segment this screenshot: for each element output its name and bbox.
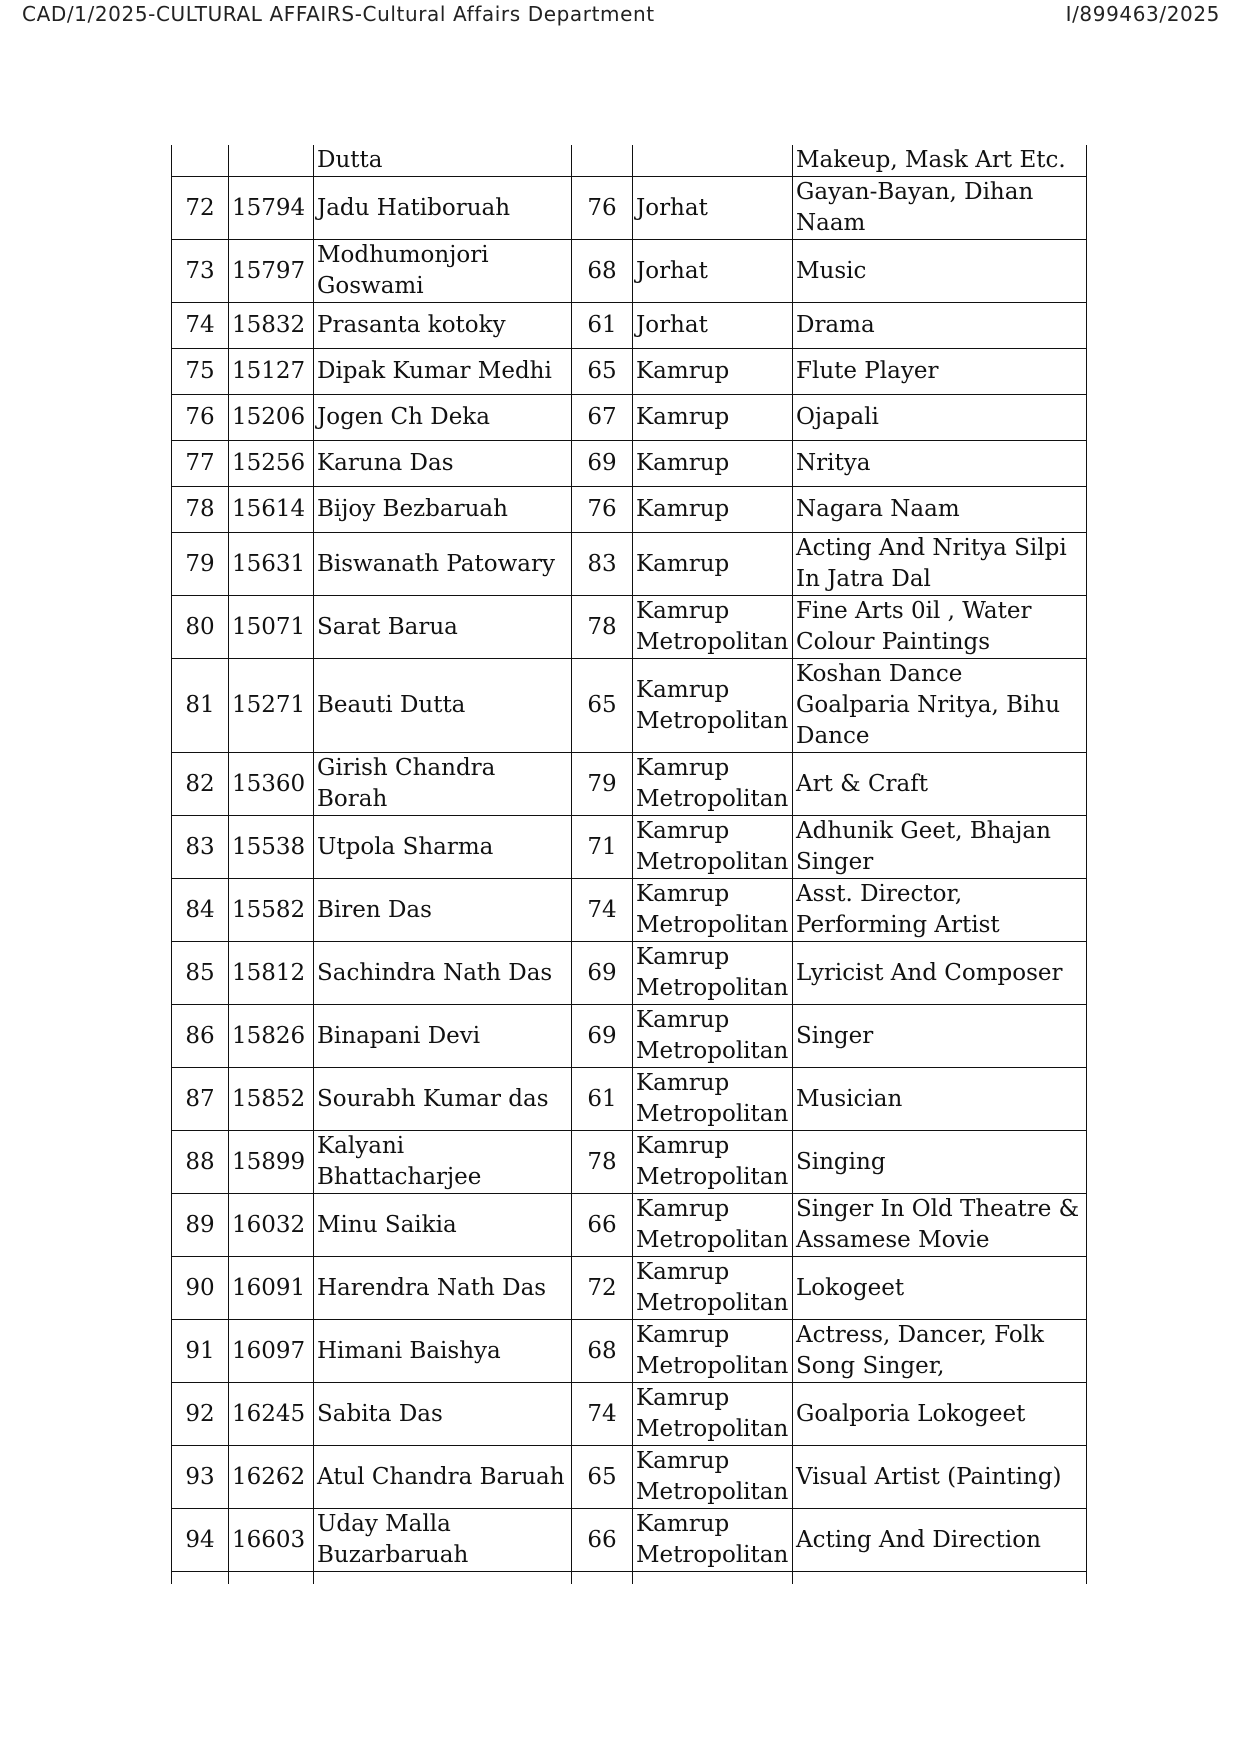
table-row bbox=[172, 1446, 1087, 1509]
district-cell: Kamrup Metropolitan bbox=[633, 1383, 793, 1446]
serial-number-cell: 73 bbox=[172, 240, 229, 303]
artists-table-body bbox=[172, 145, 1087, 1584]
artist-id-cell: 16262 bbox=[229, 1446, 314, 1509]
age-cell: 65 bbox=[572, 349, 633, 395]
artist-name-cell: Bijoy Bezbaruah bbox=[314, 487, 572, 533]
art-form-cell: Adhunik Geet, Bhajan Singer bbox=[793, 816, 1087, 879]
artist-name-cell: Atul Chandra Baruah bbox=[314, 1446, 572, 1509]
district-cell: Kamrup Metropolitan bbox=[633, 1320, 793, 1383]
district-cell: Kamrup Metropolitan bbox=[633, 659, 793, 753]
art-form-cell: Acting And Direction bbox=[793, 1509, 1087, 1572]
art-form-cell: Goalporia Lokogeet bbox=[793, 1383, 1087, 1446]
art-form-cell: Actress, Dancer, Folk Song Singer, bbox=[793, 1320, 1087, 1383]
age-cell: 76 bbox=[572, 177, 633, 240]
artist-name-cell: Kalyani Bhattacharjee bbox=[314, 1131, 572, 1194]
age-cell: 76 bbox=[572, 487, 633, 533]
serial-number-cell: 80 bbox=[172, 596, 229, 659]
age-cell: 66 bbox=[572, 1509, 633, 1572]
art-form-cell: Musician bbox=[793, 1068, 1087, 1131]
art-form-cell: Drama bbox=[793, 303, 1087, 349]
artist-id-cell: 16097 bbox=[229, 1320, 314, 1383]
serial-number-cell: 85 bbox=[172, 942, 229, 1005]
artist-id-cell: 15271 bbox=[229, 659, 314, 753]
age-cell: 61 bbox=[572, 1068, 633, 1131]
serial-number-cell: 93 bbox=[172, 1446, 229, 1509]
age-cell: 65 bbox=[572, 1446, 633, 1509]
art-form-cell: Visual Artist (Painting) bbox=[793, 1446, 1087, 1509]
table-row bbox=[172, 596, 1087, 659]
table-row bbox=[172, 487, 1087, 533]
art-form-cell: Art & Craft bbox=[793, 753, 1087, 816]
art-form-cell: Flute Player bbox=[793, 349, 1087, 395]
serial-number-cell: 83 bbox=[172, 816, 229, 879]
table-row bbox=[172, 942, 1087, 1005]
artist-id-cell: 16091 bbox=[229, 1257, 314, 1320]
district-cell: Kamrup bbox=[633, 349, 793, 395]
art-form-cell: Nritya bbox=[793, 441, 1087, 487]
artist-name-cell: Harendra Nath Das bbox=[314, 1257, 572, 1320]
serial-number-cell: 89 bbox=[172, 1194, 229, 1257]
table-row bbox=[172, 659, 1087, 753]
artist-id-cell: 16032 bbox=[229, 1194, 314, 1257]
district-cell: Jorhat bbox=[633, 303, 793, 349]
continuation-cell bbox=[229, 1572, 314, 1585]
table-row bbox=[172, 1320, 1087, 1383]
age-cell: 79 bbox=[572, 753, 633, 816]
artist-id-cell: 15582 bbox=[229, 879, 314, 942]
table-row bbox=[172, 1383, 1087, 1446]
art-form-cell: Lokogeet bbox=[793, 1257, 1087, 1320]
artist-id-cell: 15071 bbox=[229, 596, 314, 659]
district-cell: Kamrup Metropolitan bbox=[633, 1509, 793, 1572]
artist-id-cell: 15360 bbox=[229, 753, 314, 816]
artist-id-cell: 15538 bbox=[229, 816, 314, 879]
age-cell: 72 bbox=[572, 1257, 633, 1320]
serial-number-cell: 88 bbox=[172, 1131, 229, 1194]
artist-name-cell: Binapani Devi bbox=[314, 1005, 572, 1068]
table-row bbox=[172, 533, 1087, 596]
art-form-cell: Nagara Naam bbox=[793, 487, 1087, 533]
district-cell: Kamrup bbox=[633, 533, 793, 596]
serial-number-cell: 72 bbox=[172, 177, 229, 240]
age-cell bbox=[572, 145, 633, 177]
artist-id-cell: 15127 bbox=[229, 349, 314, 395]
district-cell: Kamrup bbox=[633, 441, 793, 487]
serial-number-cell: 79 bbox=[172, 533, 229, 596]
artist-name-cell: Beauti Dutta bbox=[314, 659, 572, 753]
continuation-cell bbox=[314, 1572, 572, 1585]
district-cell: Jorhat bbox=[633, 240, 793, 303]
table-row bbox=[172, 1257, 1087, 1320]
table-row bbox=[172, 1005, 1087, 1068]
serial-number-cell: 91 bbox=[172, 1320, 229, 1383]
continuation-cell bbox=[633, 1572, 793, 1585]
district-cell: Kamrup Metropolitan bbox=[633, 1257, 793, 1320]
district-cell: Kamrup Metropolitan bbox=[633, 1446, 793, 1509]
table-row bbox=[172, 240, 1087, 303]
table-row bbox=[172, 1194, 1087, 1257]
artist-name-cell: Karuna Das bbox=[314, 441, 572, 487]
serial-number-cell: 86 bbox=[172, 1005, 229, 1068]
art-form-cell: Fine Arts 0il , Water Colour Paintings bbox=[793, 596, 1087, 659]
table-row bbox=[172, 441, 1087, 487]
age-cell: 74 bbox=[572, 1383, 633, 1446]
artist-id-cell: 15852 bbox=[229, 1068, 314, 1131]
age-cell: 66 bbox=[572, 1194, 633, 1257]
artist-name-cell: Sabita Das bbox=[314, 1383, 572, 1446]
artist-id-cell: 15812 bbox=[229, 942, 314, 1005]
artist-name-cell: Biswanath Patowary bbox=[314, 533, 572, 596]
age-cell: 71 bbox=[572, 816, 633, 879]
art-form-cell: Singer bbox=[793, 1005, 1087, 1068]
artist-name-cell: Minu Saikia bbox=[314, 1194, 572, 1257]
art-form-cell: Acting And Nritya Silpi In Jatra Dal bbox=[793, 533, 1087, 596]
header-document-number: I/899463/2025 bbox=[1065, 2, 1220, 26]
artist-id-cell bbox=[229, 145, 314, 177]
serial-number-cell: 77 bbox=[172, 441, 229, 487]
artist-id-cell: 15899 bbox=[229, 1131, 314, 1194]
age-cell: 74 bbox=[572, 879, 633, 942]
artist-id-cell: 16603 bbox=[229, 1509, 314, 1572]
district-cell: Kamrup Metropolitan bbox=[633, 1194, 793, 1257]
header-reference: CAD/1/2025-CULTURAL AFFAIRS-Cultural Affairs Department bbox=[22, 2, 655, 26]
serial-number-cell: 75 bbox=[172, 349, 229, 395]
table-row bbox=[172, 879, 1087, 942]
table-row-continuation-stub bbox=[172, 1572, 1087, 1585]
table-row bbox=[172, 177, 1087, 240]
continuation-cell bbox=[572, 1572, 633, 1585]
age-cell: 78 bbox=[572, 1131, 633, 1194]
serial-number-cell: 81 bbox=[172, 659, 229, 753]
table-row bbox=[172, 1068, 1087, 1131]
art-form-cell: Music bbox=[793, 240, 1087, 303]
district-cell: Kamrup bbox=[633, 487, 793, 533]
serial-number-cell: 94 bbox=[172, 1509, 229, 1572]
age-cell: 65 bbox=[572, 659, 633, 753]
artist-name-cell: Dipak Kumar Medhi bbox=[314, 349, 572, 395]
district-cell: Kamrup Metropolitan bbox=[633, 879, 793, 942]
art-form-cell: Ojapali bbox=[793, 395, 1087, 441]
district-cell: Kamrup bbox=[633, 395, 793, 441]
art-form-cell: Makeup, Mask Art Etc. bbox=[793, 145, 1087, 177]
age-cell: 68 bbox=[572, 240, 633, 303]
art-form-cell: Asst. Director, Performing Artist bbox=[793, 879, 1087, 942]
district-cell: Kamrup Metropolitan bbox=[633, 1131, 793, 1194]
art-form-cell: Singer In Old Theatre & Assamese Movie bbox=[793, 1194, 1087, 1257]
age-cell: 61 bbox=[572, 303, 633, 349]
table-row bbox=[172, 1509, 1087, 1572]
artist-name-cell: Prasanta kotoky bbox=[314, 303, 572, 349]
serial-number-cell: 87 bbox=[172, 1068, 229, 1131]
continuation-cell bbox=[172, 1572, 229, 1585]
artist-name-cell: Utpola Sharma bbox=[314, 816, 572, 879]
page-header bbox=[22, 2, 1220, 30]
artist-name-cell: Himani Baishya bbox=[314, 1320, 572, 1383]
artist-name-cell: Girish Chandra Borah bbox=[314, 753, 572, 816]
serial-number-cell: 74 bbox=[172, 303, 229, 349]
table-row bbox=[172, 1131, 1087, 1194]
table-row bbox=[172, 753, 1087, 816]
age-cell: 83 bbox=[572, 533, 633, 596]
age-cell: 69 bbox=[572, 942, 633, 1005]
table-row-continued bbox=[172, 145, 1087, 177]
table-row bbox=[172, 349, 1087, 395]
artist-id-cell: 15797 bbox=[229, 240, 314, 303]
serial-number-cell: 90 bbox=[172, 1257, 229, 1320]
artist-id-cell: 15256 bbox=[229, 441, 314, 487]
artist-name-cell: Biren Das bbox=[314, 879, 572, 942]
continuation-cell bbox=[793, 1572, 1087, 1585]
art-form-cell: Gayan-Bayan, Dihan Naam bbox=[793, 177, 1087, 240]
table-row bbox=[172, 816, 1087, 879]
district-cell: Kamrup Metropolitan bbox=[633, 942, 793, 1005]
artist-name-cell: Dutta bbox=[314, 145, 572, 177]
art-form-cell: Koshan Dance Goalparia Nritya, Bihu Dance bbox=[793, 659, 1087, 753]
artist-id-cell: 15631 bbox=[229, 533, 314, 596]
artist-name-cell: Jadu Hatiboruah bbox=[314, 177, 572, 240]
district-cell: Kamrup Metropolitan bbox=[633, 753, 793, 816]
artists-table bbox=[171, 145, 1087, 1584]
district-cell: Kamrup Metropolitan bbox=[633, 1068, 793, 1131]
artist-id-cell: 15206 bbox=[229, 395, 314, 441]
art-form-cell: Singing bbox=[793, 1131, 1087, 1194]
table-row bbox=[172, 303, 1087, 349]
district-cell: Kamrup Metropolitan bbox=[633, 1005, 793, 1068]
district-cell bbox=[633, 145, 793, 177]
serial-number-cell: 92 bbox=[172, 1383, 229, 1446]
serial-number-cell: 82 bbox=[172, 753, 229, 816]
district-cell: Jorhat bbox=[633, 177, 793, 240]
serial-number-cell: 84 bbox=[172, 879, 229, 942]
age-cell: 69 bbox=[572, 1005, 633, 1068]
artist-id-cell: 15832 bbox=[229, 303, 314, 349]
age-cell: 69 bbox=[572, 441, 633, 487]
art-form-cell: Lyricist And Composer bbox=[793, 942, 1087, 1005]
district-cell: Kamrup Metropolitan bbox=[633, 596, 793, 659]
artist-name-cell: Uday Malla Buzarbaruah bbox=[314, 1509, 572, 1572]
serial-number-cell: 76 bbox=[172, 395, 229, 441]
artist-name-cell: Sourabh Kumar das bbox=[314, 1068, 572, 1131]
artist-id-cell: 15794 bbox=[229, 177, 314, 240]
serial-number-cell: 78 bbox=[172, 487, 229, 533]
artist-id-cell: 15826 bbox=[229, 1005, 314, 1068]
serial-number-cell bbox=[172, 145, 229, 177]
artist-id-cell: 15614 bbox=[229, 487, 314, 533]
table-row bbox=[172, 395, 1087, 441]
age-cell: 68 bbox=[572, 1320, 633, 1383]
district-cell: Kamrup Metropolitan bbox=[633, 816, 793, 879]
artist-name-cell: Jogen Ch Deka bbox=[314, 395, 572, 441]
age-cell: 67 bbox=[572, 395, 633, 441]
artist-name-cell: Sarat Barua bbox=[314, 596, 572, 659]
artist-name-cell: Modhumonjori Goswami bbox=[314, 240, 572, 303]
artist-name-cell: Sachindra Nath Das bbox=[314, 942, 572, 1005]
age-cell: 78 bbox=[572, 596, 633, 659]
artist-id-cell: 16245 bbox=[229, 1383, 314, 1446]
